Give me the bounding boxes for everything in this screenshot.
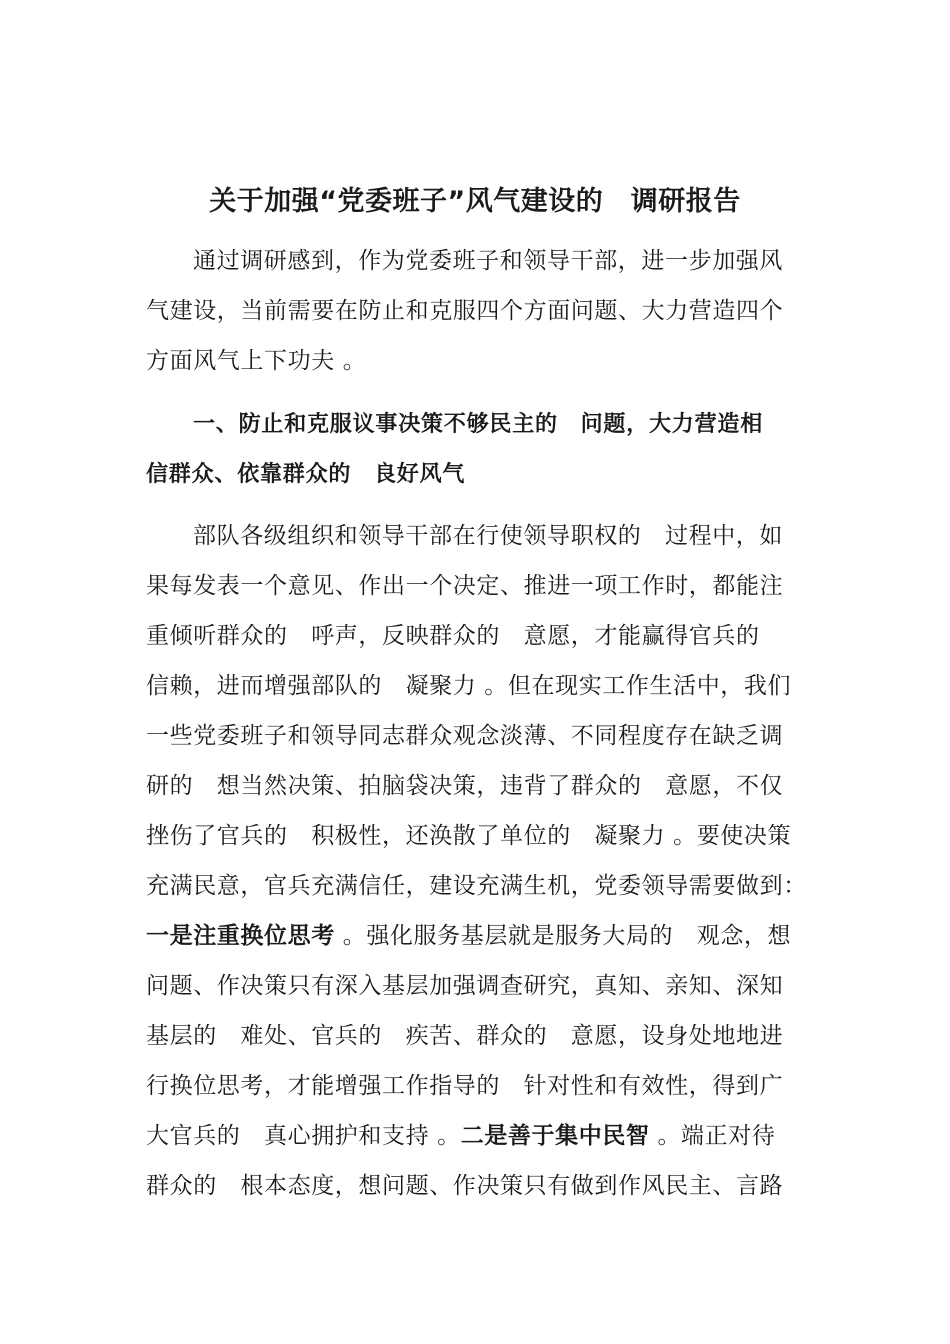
body-line-6: 研的 想当然决策、拍脑袋决策，违背了群众的 意愿，不仅 — [146, 773, 784, 799]
body-line-5: 一些党委班子和领导同志群众观念淡薄、不同程度存在缺乏调 — [146, 723, 784, 749]
body-line-12: 行换位思考，才能增强工作指导的 针对性和有效性，得到广 — [146, 1073, 784, 1099]
document-title: 关于加强“党委班子”风气建设的 调研报告 — [209, 186, 741, 217]
intro-line-1: 通过调研感到，作为党委班子和领导干部，进一步加强风 — [193, 248, 783, 274]
section-heading-line-1: 一、防止和克服议事决策不够民主的 问题，大力营造相 — [193, 412, 764, 437]
body-line-10: 问题、作决策只有深入基层加强调查研究，真知、亲知、深知 — [146, 973, 784, 999]
body-line-14: 群众的 根本态度，想问题、作决策只有做到作风民主、言路 — [146, 1173, 784, 1199]
body-line-13-start: 大官兵的 真心拥护和支持 。 — [146, 1123, 461, 1149]
body-line-9-text: 。强化服务基层就是服务大局的 观念，想 — [334, 923, 792, 949]
body-line-11: 基层的 难处、官兵的 疾苦、群众的 意愿，设身处地地进 — [146, 1023, 784, 1049]
section-heading-line-2: 信群众、依靠群众的 良好风气 — [146, 462, 466, 487]
body-line-7: 挫伤了官兵的 积极性，还涣散了单位的 凝聚力 。要使决策 — [146, 823, 792, 849]
body-line-9 — [146, 920, 791, 952]
point-two-label: 二是善于集中民智 — [460, 1123, 650, 1149]
body-line-4: 信赖，进而增强部队的 凝聚力 。但在现实工作生活中，我们 — [146, 673, 792, 699]
body-line-2: 果每发表一个意见、作出一个决定、推进一项工作时，都能注 — [146, 573, 784, 599]
body-line-8: 充满民意，官兵充满信任，建设充满生机，党委领导需要做到： — [146, 873, 807, 899]
body-line-3: 重倾听群众的 呼声，反映群众的 意愿，才能赢得官兵的 — [146, 623, 760, 649]
body-line-13 — [146, 1120, 775, 1152]
intro-line-3: 方面风气上下功夫 。 — [146, 348, 367, 374]
intro-line-2: 气建设，当前需要在防止和克服四个方面问题、大力营造四个 — [146, 298, 784, 324]
body-line-13-end: 。端正对待 — [649, 1123, 776, 1149]
body-line-1: 部队各级组织和领导干部在行使领导职权的 过程中，如 — [193, 523, 783, 549]
point-one-label: 一是注重换位思考 — [146, 923, 335, 949]
